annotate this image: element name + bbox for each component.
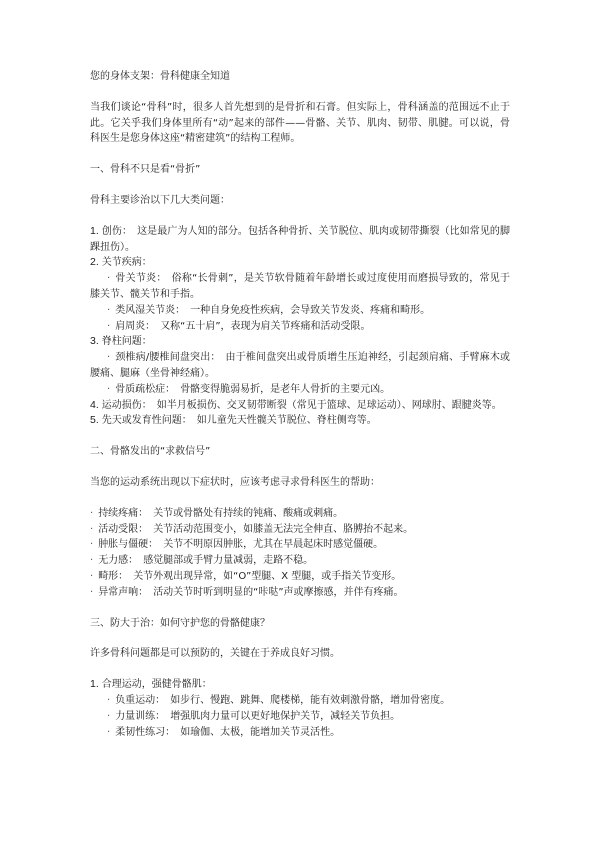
sub-item-text: 增强肌肉力量可以更好地保护关节，减轻关节负担。 [170, 710, 401, 722]
list-item [90, 413, 510, 429]
sub-item-text: 如瑜伽、太极，能增加关节灵活性。 [180, 726, 341, 738]
bullet-marker: · [90, 507, 94, 519]
list-item [90, 224, 510, 256]
list-item [90, 677, 510, 693]
item-number: 1. [90, 224, 99, 237]
sub-list-item [90, 271, 510, 303]
intro-paragraph: 当我们谈论“骨科”时，很多人首先想到的是骨折和石膏。但实际上，骨科涵盖的范围远不止于此。它关乎我们身体里所有“动”起来的部件——骨骼、关节、肌肉、韧带、肌腱。可以说，骨科医生是您身体这座“精密建筑”的结构工程师。 [90, 101, 510, 145]
sub-item-text: 又称“五十肩”，表现为肩关节疼痛和活动受限。 [160, 320, 371, 332]
section-heading: 一、骨科不只是看“骨折” [90, 164, 201, 176]
item-label: 肿胀与僵硬： [98, 539, 159, 551]
sub-list-item [90, 303, 510, 319]
item-label: 无力感： [98, 555, 139, 567]
sub-item-label: 骨质疏松症： [115, 383, 176, 395]
sub-item-label: 柔韧性练习： [115, 726, 176, 738]
list-item [90, 255, 510, 271]
sub-item-label: 颈椎病/腰椎间盘突出： [115, 352, 221, 364]
sub-item-text: 骨骼变得脆弱易折，是老年人骨折的主要元凶。 [180, 383, 391, 395]
document-title: 您的身体支架：骨科健康全知道 [90, 71, 230, 82]
sub-item-label: 骨关节炎： [115, 273, 167, 285]
item-text: 关节外观出现异常，如“O”型腿、X 型腿，或手指关节变形。 [133, 570, 402, 582]
bullet-list [90, 506, 510, 601]
bullet-marker: · [107, 352, 111, 364]
bullet-marker: · [90, 586, 94, 598]
item-text: 关节或骨骼处有持续的钝痛、酸痛或刺痛。 [153, 507, 344, 519]
section-heading: 二、骨骼发出的“求救信号” [90, 446, 211, 458]
document-body [90, 69, 510, 755]
bullet-marker: · [107, 320, 111, 332]
section-heading: 三、防大于治：如何守护您的骨骼健康？ [90, 617, 270, 629]
list-item [90, 569, 510, 585]
sub-item-text: 一种自身免疫性疾病，会导致关节发炎、疼痛和畸形。 [190, 304, 431, 316]
sub-item-text: 由于椎间盘突出或骨质增生压迫神经，引起颈肩痛、手臂麻木或腰痛、腿麻（坐骨神经痛）。 [90, 352, 511, 379]
bullet-marker: · [107, 726, 111, 738]
list-item [90, 334, 510, 350]
sub-item-label: 负重运动： [115, 694, 166, 706]
list-item [90, 398, 510, 414]
bullet-marker: · [107, 710, 111, 722]
bullet-marker: · [107, 273, 111, 285]
list-item [90, 585, 510, 601]
bullet-marker: · [90, 555, 94, 567]
sub-list-item [90, 693, 510, 709]
sub-list-item [90, 725, 510, 741]
sub-item-label: 类风湿关节炎： [115, 304, 186, 316]
item-label: 脊柱问题： [101, 336, 152, 348]
bullet-marker: · [107, 694, 111, 706]
sub-item-label: 肩周炎： [115, 320, 156, 332]
item-label: 持续疼痛： [98, 507, 149, 519]
item-label: 畸形： [98, 570, 129, 582]
sub-list-item [90, 382, 510, 398]
list-item [90, 553, 510, 569]
bullet-marker: · [90, 570, 94, 582]
section-lead: 当您的运动系统出现以下症状时，应该考虑寻求骨科医生的帮助： [90, 476, 380, 488]
item-label: 异常声响： [98, 586, 149, 598]
bullet-marker: · [90, 539, 94, 551]
item-number: 4. [90, 398, 99, 411]
item-number: 1. [90, 678, 99, 691]
item-label: 关节疾病： [101, 257, 152, 269]
item-number: 3. [90, 335, 99, 348]
item-text: 关节不明原因肿胀，尤其在早晨起床时感觉僵硬。 [163, 539, 384, 551]
item-text: 这是最广为人知的部分。包括各种骨折、关节脱位、肌肉或韧带撕裂（比如常见的脚踝扭伤）。 [90, 225, 511, 253]
sub-list-item [90, 319, 510, 335]
item-label: 先天或发育性问题： [101, 415, 192, 427]
sub-list-item [90, 709, 510, 725]
list-item [90, 506, 510, 522]
numbered-list [90, 224, 510, 429]
item-number: 2. [90, 256, 99, 269]
item-label: 创伤： [101, 225, 133, 237]
bullet-marker: · [107, 304, 111, 316]
item-label: 活动受限： [98, 523, 149, 535]
numbered-list [90, 677, 510, 740]
bullet-marker: · [90, 523, 94, 535]
item-text: 感觉腿部或手臂力量减弱，走路不稳。 [143, 555, 314, 567]
sub-item-text: 如步行、慢跑、跳舞、爬楼梯，能有效刺激骨骼，增加骨密度。 [170, 694, 451, 706]
sub-item-label: 力量训练： [115, 710, 166, 722]
sub-list-item [90, 350, 510, 382]
list-item [90, 522, 510, 538]
item-text: 如半月板损伤、交叉韧带断裂（常见于篮球、足球运动）、网球肘、跟腱炎等。 [156, 399, 502, 411]
sub-item-text: 俗称“长骨刺”，是关节软骨随着年龄增长或过度使用而磨损导致的，常见于膝关节、髋关节和手指。 [90, 273, 510, 300]
section-lead: 许多骨科问题都是可以预防的，关键在于养成良好习惯。 [90, 648, 340, 660]
item-text: 关节活动范围变小，如膝盖无法完全伸直、胳膊抬不起来。 [153, 523, 414, 535]
bullet-marker: · [107, 383, 111, 395]
item-text: 如儿童先天性髋关节脱位、脊柱侧弯等。 [196, 415, 377, 427]
item-text: 活动关节时听到明显的“咔哒”声或摩擦感，并伴有疼痛。 [153, 586, 404, 598]
item-number: 5. [90, 414, 99, 427]
item-label: 合理运动，强健骨骼肌： [101, 679, 212, 691]
list-item [90, 537, 510, 553]
item-label: 运动损伤： [101, 399, 152, 411]
section-lead: 骨科主要诊治以下几大类问题： [90, 194, 230, 206]
